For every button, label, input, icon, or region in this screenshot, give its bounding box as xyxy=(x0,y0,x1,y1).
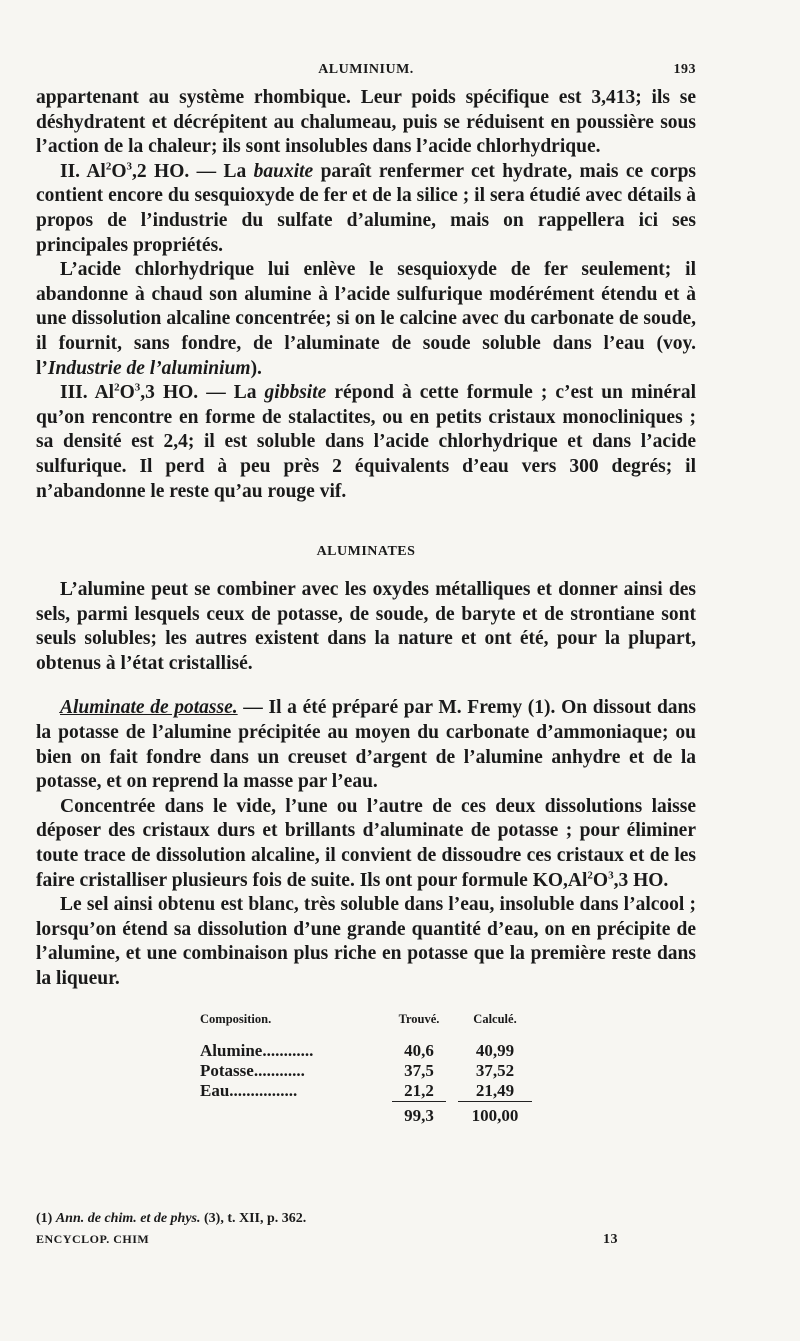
paragraph-1: appartenant au système rhombique. Leur poids spécifique est 3,413; ils se déshydratent et décrépitent au chalumeau, puis se réduisent en poussière sous l’action de la chaleur; ils sont insolubles dans l’acide chlorhydrique. xyxy=(36,87,696,158)
paragraph-7: Concentrée dans le vide, l’une ou l’autre de ces deux dissolutions laisse déposer des cristaux durs et brillants d’aluminate de potasse ; pour éliminer toute trace de dissolution alcaline, il convient de dissoudre ces cristaux et de les faire cristalliser plusieurs fois de suite. Ils ont pour formule $KO,Al^2O^3,3$ HO. xyxy=(36,795,696,891)
footnote: (1) Ann. de chim. et de phys. (3), t. XII, p. 362. xyxy=(36,1211,307,1226)
paragraph-3: L’acide chlorhydrique lui enlève le sesquioxyde de fer seulement; il abandonne à chaud son alumine à l’acide sulfurique modérément étendu et à une dissolution alcaline concentrée; si on le calcine avec du carbonate de soude, il fournit, sans fondre, de l’aluminate de soude soluble dans l’eau (voy. l’Industrie de l’aluminium). xyxy=(36,259,696,379)
page-number: 193 xyxy=(673,62,696,77)
col-header-composition: Composition. xyxy=(200,1011,272,1026)
page xyxy=(36,62,696,1126)
running-header xyxy=(36,62,696,86)
page-footer xyxy=(36,1232,696,1252)
section-title: ALUMINATES xyxy=(316,544,416,560)
term-aluminate-de-potasse: Aluminate de potasse. xyxy=(60,697,238,719)
term-bauxite: bauxite xyxy=(253,160,314,182)
footnote-source: Ann. de chim. et de phys. xyxy=(55,1211,201,1226)
paragraph-4-gibbsite: III. $Al^2O^3,3$ HO. — La gibbsite répond à cette formule ; c’est un minéral qu’on rencontre en forme de stalactites, ou en petits cristaux monocliniques ; sa densité est 2,4; il est soluble dans l’acide chlorhydrique et dans l’acide sulfurique. Il perd à peu près 2 équivalents d’eau vers 300 degrés; il n’abandonne le reste qu’au rouge vif. xyxy=(36,381,696,502)
paragraph-2-bauxite: II. $Al^2O^3,2$ HO. — La bauxite paraît renfermer cet hydrate, mais ce corps contient encore du sesquioxyde de fer et de la silice ; il sera étudié avec détails à propos de l’industrie du sulfate d’alumine, mais on rappellera ici ses principales propriétés. xyxy=(36,160,696,256)
running-title: ALUMINIUM. xyxy=(318,62,414,77)
signature-mark: ENCYCLOP. CHIM xyxy=(36,1232,150,1246)
table-row: Potasse............ 37,5 37,52 xyxy=(200,1060,515,1080)
col-header-calculated: Calculé. xyxy=(473,1011,517,1026)
paragraph-6-aluminate: Aluminate de potasse. — Il a été préparé par M. Fremy (1). On dissout dans la potasse de l’alumine précipitée au moyen du carbonate d’ammoniaque; ou bien on fait fondre dans un creuset d’argent de l’alumine anhydre et de la potasse, et on reprend la masse par l’eau. xyxy=(36,697,696,793)
sheet-number: 13 xyxy=(603,1232,618,1247)
table-row: Eau................ 21,2 21,49 xyxy=(200,1080,515,1100)
table-total-row: 99,3 100,00 xyxy=(404,1105,519,1125)
table-row: Alumine............ 40,6 40,99 xyxy=(200,1040,515,1060)
paragraph-8: Le sel ainsi obtenu est blanc, très soluble dans l’eau, insoluble dans l’alcool ; lorsqu’on étend sa dissolution d’une grande quantité d’eau, on en précipite de l’alumine, et une combinaison plus riche en potasse que la première reste dans la liqueur. xyxy=(36,894,696,989)
composition-table xyxy=(200,1012,538,1126)
col-header-found: Trouvé. xyxy=(398,1011,440,1026)
cross-reference: Industrie de l’aluminium xyxy=(47,357,251,379)
table-header-row xyxy=(200,1012,538,1041)
term-gibbsite: gibbsite xyxy=(264,382,327,404)
paragraph-5: L’alumine peut se combiner avec les oxydes métalliques et donner ainsi des sels, parmi lesquels ceux de potasse, de soude, de baryte et de strontiane sont seuls solubles; les autres existent dans la nature et ont été, pour la plupart, obtenus à l’état cristallisé. xyxy=(36,579,696,674)
